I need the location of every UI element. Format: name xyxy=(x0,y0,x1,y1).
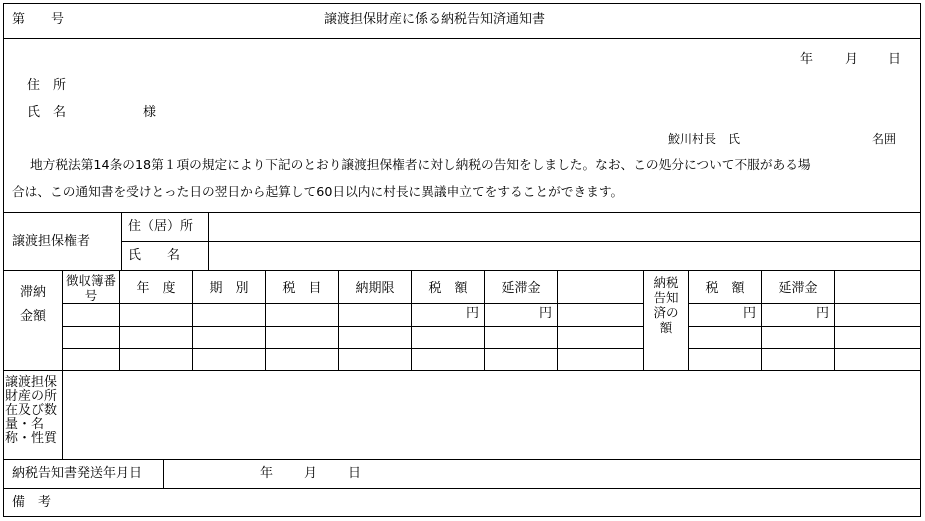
sent-day-label: 日 xyxy=(348,466,362,481)
column-header-notified-late-fee: 延滞金 xyxy=(778,281,818,296)
remarks-label: 備 考 xyxy=(12,495,52,510)
column-header-late-fee: 延滞金 xyxy=(501,281,541,296)
notice-text-line1: 地方税法第14条の18第１項の規定により下記のとおり譲渡担保権者に対し納税の告知をしました。なお、この処分について不服がある場 xyxy=(30,157,811,172)
seal-label: 名囲 xyxy=(872,132,897,146)
document-title: 譲渡担保財産に係る納税告知済通知書 xyxy=(324,12,546,27)
recipient-name-label: 氏 名 xyxy=(27,105,67,120)
date-year-label: 年 xyxy=(800,52,814,67)
date-month-label: 月 xyxy=(845,52,859,67)
tax-amount-yen-unit: 円 xyxy=(466,306,480,321)
holder-name-label: 氏 名 xyxy=(128,248,181,263)
property-label: 譲渡担保財産の所在及び数量・名称・性質 xyxy=(5,375,58,446)
issuer-mayor-label: 鮫川村長 氏 xyxy=(668,132,741,146)
notified-late-fee-yen-unit: 円 xyxy=(816,306,830,321)
sent-year-label: 年 xyxy=(260,466,274,481)
notice-text-line2: 合は、この通知書を受けとった日の翌日から起算して60日以内に村長に異議申立てをすることができます。 xyxy=(12,184,624,199)
document-number-label: 第 号 xyxy=(12,12,65,27)
column-header-tax-item: 税 目 xyxy=(282,281,322,296)
notified-amount-side-label: 納税告知済の額 xyxy=(653,275,679,335)
date-day-label: 日 xyxy=(888,52,902,67)
notified-tax-yen-unit: 円 xyxy=(743,306,757,321)
column-header-notified-tax-amount: 税 額 xyxy=(705,281,745,296)
holder-label: 譲渡担保権者 xyxy=(12,234,91,249)
column-header-tax-amount: 税 額 xyxy=(428,281,468,296)
late-fee-yen-unit: 円 xyxy=(539,306,553,321)
column-header-due-date: 納期限 xyxy=(355,281,395,296)
column-header-fiscal-year: 年 度 xyxy=(136,281,176,296)
sent-month-label: 月 xyxy=(304,466,318,481)
arrears-side-label: 滞納金額 xyxy=(20,285,47,324)
column-header-ledger-number: 徴収簿番号 xyxy=(65,273,116,303)
column-header-period: 期 別 xyxy=(209,281,249,296)
recipient-address-label: 住 所 xyxy=(27,78,67,93)
honorific-label: 様 xyxy=(143,105,157,120)
holder-address-label: 住（居）所 xyxy=(128,219,194,234)
notice-sent-date-label: 納税告知書発送年月日 xyxy=(12,466,143,481)
